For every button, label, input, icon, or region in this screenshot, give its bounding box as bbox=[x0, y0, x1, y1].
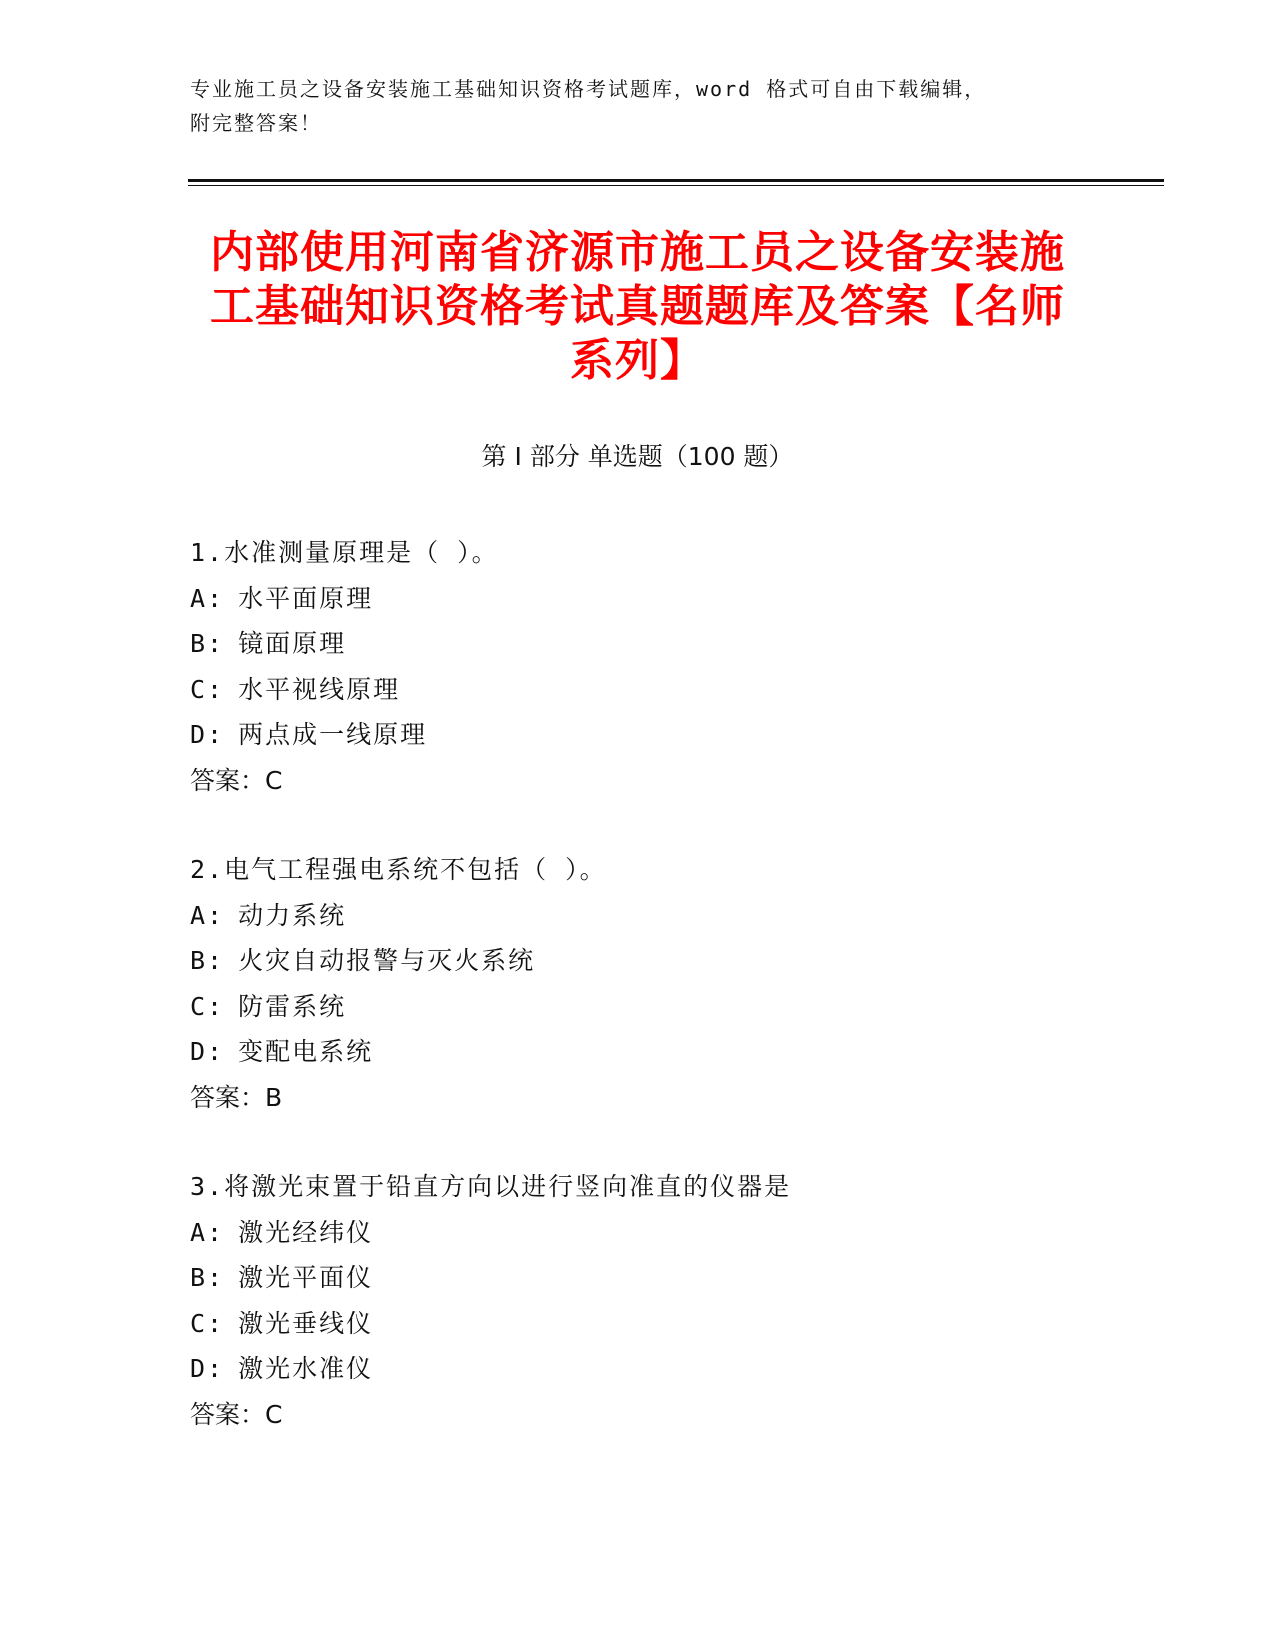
option-letter: A: bbox=[190, 583, 225, 613]
option-letter: C: bbox=[190, 674, 225, 704]
question-stem: 3.将激光束置于铅直方向以进行竖向准直的仪器是 bbox=[190, 1172, 792, 1201]
option-text: 两点成一线原理 bbox=[238, 720, 428, 749]
answer-value: C bbox=[265, 1399, 283, 1429]
option-d bbox=[190, 712, 1090, 758]
document-title bbox=[180, 226, 1095, 388]
question-item bbox=[190, 530, 1090, 803]
section-heading: 第 I 部分 单选题（100 题） bbox=[481, 442, 794, 471]
header-note-line-2: 附完整答案！ bbox=[190, 111, 322, 135]
answer-value: C bbox=[265, 765, 283, 795]
option-d bbox=[190, 1346, 1090, 1392]
answer-label: 答案： bbox=[190, 1399, 266, 1429]
option-c bbox=[190, 984, 1090, 1030]
answer-line bbox=[190, 1392, 1090, 1438]
question-item bbox=[190, 847, 1090, 1120]
option-letter: C: bbox=[190, 1308, 225, 1338]
option-letter: D: bbox=[190, 1354, 225, 1383]
answer-value: B bbox=[265, 1082, 283, 1112]
header-note-line-1: 专业施工员之设备安装施工基础知识资格考试题库，word 格式可自由下载编辑， bbox=[190, 77, 987, 101]
question-stem: 1.水准测量原理是（ ）。 bbox=[190, 538, 499, 567]
option-letter: C: bbox=[190, 991, 225, 1021]
header-note bbox=[190, 72, 1090, 140]
option-text: 激光垂线仪 bbox=[238, 1308, 374, 1338]
option-letter: B: bbox=[190, 629, 225, 658]
title-line-2: 工基础知识资格考试真题题库及答案【名师 bbox=[210, 281, 1065, 332]
option-text: 激光平面仪 bbox=[238, 1263, 374, 1292]
option-letter: A: bbox=[190, 1217, 225, 1247]
option-letter: B: bbox=[190, 1263, 225, 1292]
option-a bbox=[190, 576, 1090, 622]
option-text: 变配电系统 bbox=[238, 1037, 374, 1066]
option-text: 激光经纬仪 bbox=[238, 1217, 374, 1247]
answer-label: 答案： bbox=[190, 765, 266, 795]
answer-line bbox=[190, 758, 1090, 804]
option-a bbox=[190, 1210, 1090, 1256]
answer-label: 答案： bbox=[190, 1082, 266, 1112]
question-stem: 2.电气工程强电系统不包括（ ）。 bbox=[190, 855, 607, 884]
option-b bbox=[190, 1255, 1090, 1301]
option-text: 水平面原理 bbox=[238, 583, 374, 613]
option-letter: B: bbox=[190, 946, 225, 975]
option-c bbox=[190, 1301, 1090, 1347]
option-text: 火灾自动报警与灭火系统 bbox=[238, 946, 536, 975]
question-item bbox=[190, 1164, 1090, 1437]
option-d bbox=[190, 1029, 1090, 1075]
option-b bbox=[190, 621, 1090, 667]
option-a bbox=[190, 893, 1090, 939]
option-b bbox=[190, 938, 1090, 984]
option-letter: A: bbox=[190, 900, 225, 930]
answer-line bbox=[190, 1075, 1090, 1121]
option-c bbox=[190, 667, 1090, 713]
option-letter: D: bbox=[190, 720, 225, 749]
header-rule-thick bbox=[188, 179, 1164, 182]
option-letter: D: bbox=[190, 1037, 225, 1066]
option-text: 激光水准仪 bbox=[238, 1354, 374, 1383]
option-text: 防雷系统 bbox=[238, 991, 347, 1021]
option-text: 镜面原理 bbox=[238, 629, 347, 658]
question-list bbox=[190, 530, 1090, 1481]
option-text: 动力系统 bbox=[238, 900, 347, 930]
title-line-3: 系列】 bbox=[570, 335, 705, 386]
header-rule-thin bbox=[188, 185, 1164, 186]
title-line-1: 内部使用河南省济源市施工员之设备安装施 bbox=[210, 227, 1065, 278]
option-text: 水平视线原理 bbox=[238, 674, 401, 704]
